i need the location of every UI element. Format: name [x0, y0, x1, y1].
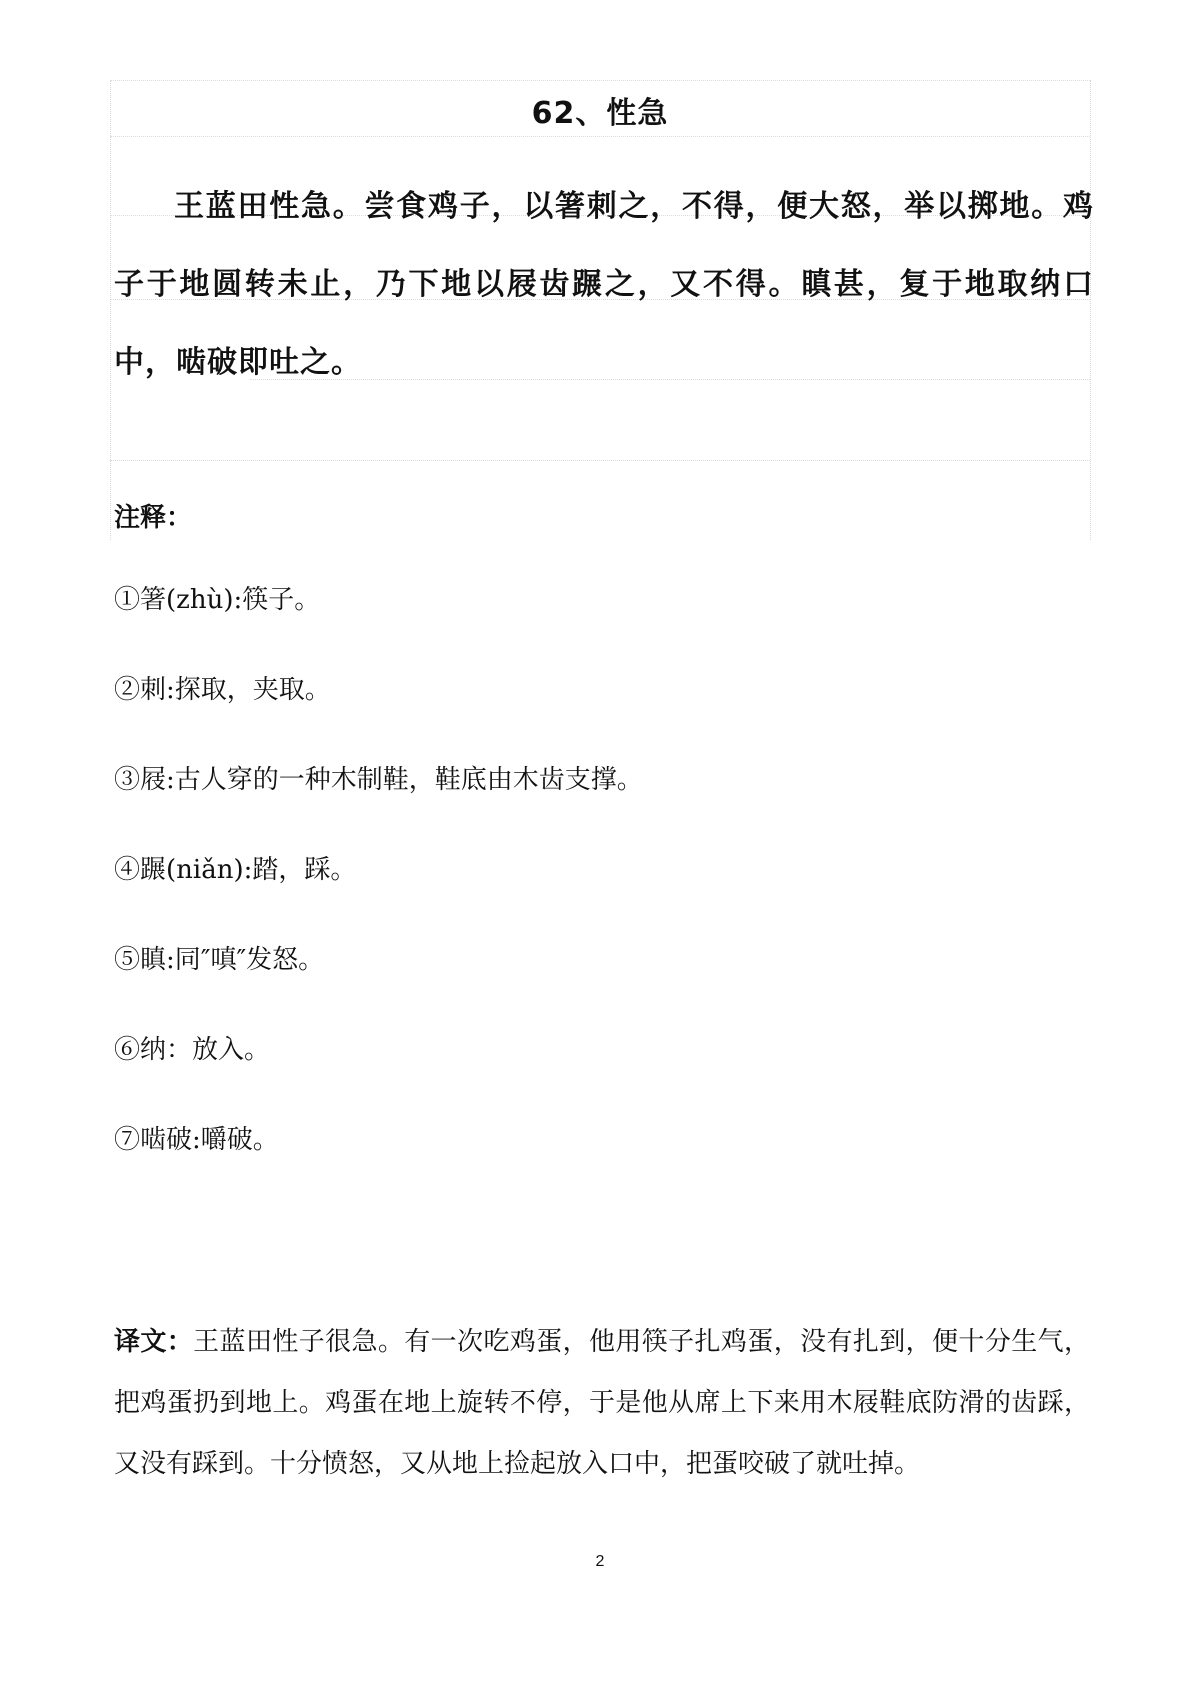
- frame-left-border: [110, 80, 111, 540]
- note-item: ③屐:古人穿的一种木制鞋，鞋底由木齿支撑。: [114, 765, 643, 795]
- note-item: ②刺:探取，夹取。: [114, 675, 331, 705]
- translation-label: 译文：: [114, 1327, 194, 1357]
- note-item: ⑦啮破:嚼破。: [114, 1125, 279, 1155]
- notes-list: [114, 580, 1094, 1210]
- note-item: ④蹍(niǎn):踏，踩。: [114, 855, 357, 885]
- note-item: ⑥纳：放入。: [114, 1035, 271, 1065]
- translation-text: 王蓝田性子很急。有一次吃鸡蛋，他用筷子扎鸡蛋，没有扎到，便十分生气，把鸡蛋扔到地上。鸡蛋在地上旋转不停，于是他从席上下来用木屐鞋底防滑的齿踩，又没有踩到。十分愤怒，又从地上捡起放入口中，把蛋咬破了就吐掉。: [114, 1327, 1090, 1479]
- notes-heading: 注释：: [114, 503, 193, 533]
- text-guide-line: [110, 460, 1090, 461]
- frame-top-line: [110, 80, 1090, 81]
- title-underline: [110, 136, 1090, 137]
- original-text: 王蓝田性急。尝食鸡子，以箸刺之，不得，便大怒，举以掷地。鸡子于地圆转未止，乃下地以屐齿蹍之，又不得。瞋甚，复于地取纳口中，啮破即吐之。: [114, 189, 1094, 380]
- translation-paragraph: [114, 1312, 1090, 1495]
- note-item: ①箸(zhù):筷子。: [114, 585, 321, 615]
- note-item: ⑤瞋:同″嗔″发怒。: [114, 945, 325, 975]
- page-title: 62、性急: [531, 96, 669, 131]
- page-number: 2: [595, 1553, 605, 1570]
